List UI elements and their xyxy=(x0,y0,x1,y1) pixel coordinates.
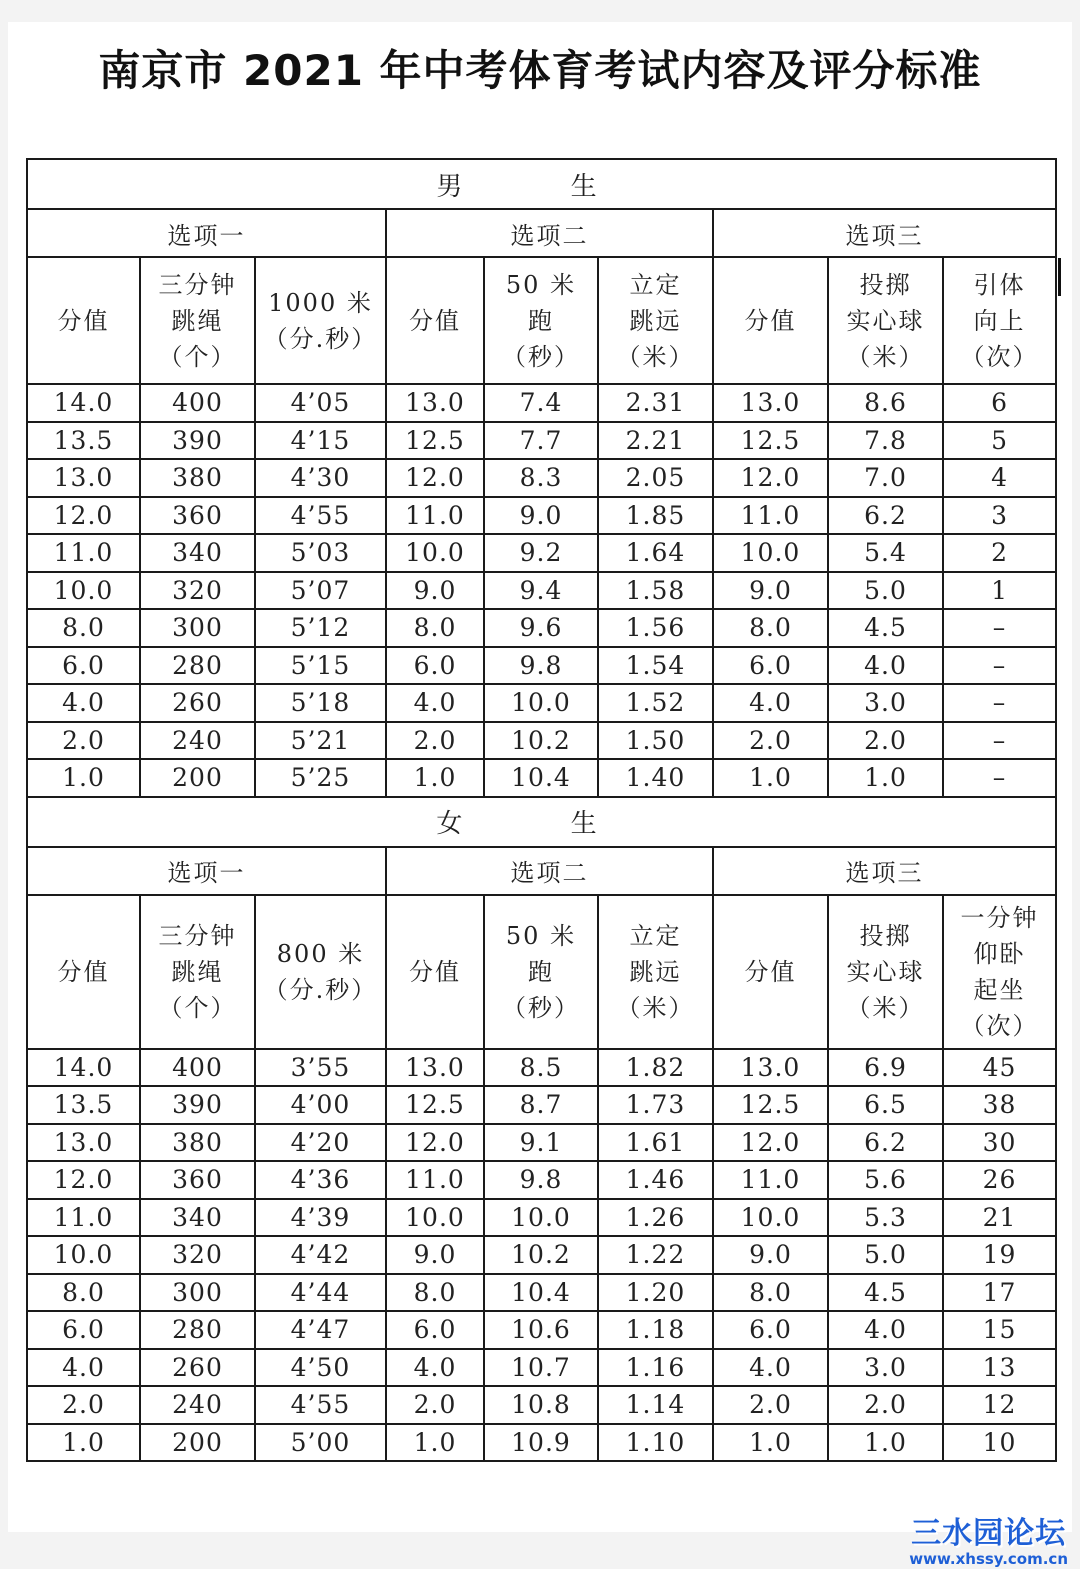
table-cell: 12.0 xyxy=(27,1161,140,1199)
table-cell: 10.9 xyxy=(484,1424,598,1462)
table-cell: 6.0 xyxy=(27,1311,140,1349)
table-cell: 13.0 xyxy=(27,459,140,497)
column-header: 三分钟 跳绳 （个） xyxy=(140,895,255,1049)
table-cell: 1.0 xyxy=(713,1424,828,1462)
table-cell: 10.6 xyxy=(484,1311,598,1349)
table-cell: 13.0 xyxy=(386,1049,484,1087)
table-cell: 12.0 xyxy=(27,497,140,535)
table-cell: 1.50 xyxy=(598,722,713,760)
table-cell: 4’20 xyxy=(255,1124,386,1162)
table-row xyxy=(27,1311,1056,1349)
table-cell: 260 xyxy=(140,1349,255,1387)
table-cell: 5.3 xyxy=(828,1199,943,1237)
table-cell: 6.2 xyxy=(828,1124,943,1162)
male-option-2: 选项二 xyxy=(386,209,713,257)
male-option-3: 选项三 xyxy=(713,209,1056,257)
table-cell: 1.18 xyxy=(598,1311,713,1349)
table-row xyxy=(27,1386,1056,1424)
table-cell: 4’00 xyxy=(255,1086,386,1124)
table-cell: 8.0 xyxy=(713,1274,828,1312)
column-header: 投掷 实心球 （米） xyxy=(828,895,943,1049)
table-row xyxy=(27,684,1056,722)
table-cell: 8.3 xyxy=(484,459,598,497)
table-cell: 9.0 xyxy=(386,1236,484,1274)
table-cell: 4.5 xyxy=(828,609,943,647)
table-cell: – xyxy=(943,647,1056,685)
table-cell: 390 xyxy=(140,422,255,460)
table-cell: 2.05 xyxy=(598,459,713,497)
table-cell: 1.14 xyxy=(598,1386,713,1424)
table-cell: 1.0 xyxy=(828,1424,943,1462)
table-cell: 4’39 xyxy=(255,1199,386,1237)
table-cell: 4’55 xyxy=(255,1386,386,1424)
table-cell: 6.0 xyxy=(386,1311,484,1349)
table-cell: 9.8 xyxy=(484,647,598,685)
table-cell: 1.0 xyxy=(386,759,484,797)
table-cell: 7.0 xyxy=(828,459,943,497)
table-row xyxy=(27,1274,1056,1312)
table-cell: 1.0 xyxy=(713,759,828,797)
table-cell: 10.0 xyxy=(386,1199,484,1237)
table-cell: 300 xyxy=(140,609,255,647)
table-row xyxy=(27,384,1056,422)
table-row xyxy=(27,722,1056,760)
table-cell: 8.7 xyxy=(484,1086,598,1124)
table-cell: 240 xyxy=(140,722,255,760)
column-header: 800 米 （分.秒） xyxy=(255,895,386,1049)
table-cell: 400 xyxy=(140,384,255,422)
table-cell: 7.7 xyxy=(484,422,598,460)
table-cell: 3.0 xyxy=(828,684,943,722)
table-cell: 9.0 xyxy=(484,497,598,535)
table-cell: 1.56 xyxy=(598,609,713,647)
table-cell: 2.0 xyxy=(386,1386,484,1424)
table-cell: 4’36 xyxy=(255,1161,386,1199)
table-cell: 1.10 xyxy=(598,1424,713,1462)
table-cell: 21 xyxy=(943,1199,1056,1237)
table-cell: 10.4 xyxy=(484,759,598,797)
table-cell: 17 xyxy=(943,1274,1056,1312)
table-row xyxy=(27,497,1056,535)
table-cell: 12.5 xyxy=(386,1086,484,1124)
table-cell: 6.5 xyxy=(828,1086,943,1124)
column-header: 50 米 跑 （秒） xyxy=(484,257,598,384)
table-row xyxy=(27,1086,1056,1124)
table-cell: 11.0 xyxy=(27,534,140,572)
table-cell: 5’03 xyxy=(255,534,386,572)
table-cell: 1.0 xyxy=(27,1424,140,1462)
table-cell: 10.0 xyxy=(27,572,140,610)
table-cell: 10.4 xyxy=(484,1274,598,1312)
table-cell: 6 xyxy=(943,384,1056,422)
column-header: 三分钟 跳绳 （个） xyxy=(140,257,255,384)
table-cell: 4.5 xyxy=(828,1274,943,1312)
female-option-1: 选项一 xyxy=(27,847,386,895)
table-cell: 12.0 xyxy=(386,1124,484,1162)
table-cell: 1.22 xyxy=(598,1236,713,1274)
table-row xyxy=(27,609,1056,647)
table-cell: 11.0 xyxy=(713,1161,828,1199)
table-cell: 10.7 xyxy=(484,1349,598,1387)
table-cell: 240 xyxy=(140,1386,255,1424)
table-cell: 13 xyxy=(943,1349,1056,1387)
table-cell: 2.0 xyxy=(713,722,828,760)
table-row xyxy=(27,1424,1056,1462)
table-cell: 9.6 xyxy=(484,609,598,647)
table-cell: 4’15 xyxy=(255,422,386,460)
table-cell: 6.0 xyxy=(386,647,484,685)
table-cell: 4.0 xyxy=(713,1349,828,1387)
table-cell: 13.0 xyxy=(386,384,484,422)
male-header-row xyxy=(27,257,1056,384)
table-cell: 7.4 xyxy=(484,384,598,422)
table-cell: 2 xyxy=(943,534,1056,572)
male-section-row xyxy=(27,159,1056,209)
table-cell: – xyxy=(943,609,1056,647)
table-cell: 10.8 xyxy=(484,1386,598,1424)
female-option-3: 选项三 xyxy=(713,847,1056,895)
table-cell: 13.5 xyxy=(27,422,140,460)
table-cell: 4’42 xyxy=(255,1236,386,1274)
table-cell: – xyxy=(943,722,1056,760)
table-cell: 1 xyxy=(943,572,1056,610)
table-cell: 12.5 xyxy=(713,422,828,460)
table-cell: 14.0 xyxy=(27,1049,140,1087)
table-cell: 7.8 xyxy=(828,422,943,460)
table-cell: 1.0 xyxy=(828,759,943,797)
table-cell: 12.0 xyxy=(713,1124,828,1162)
table-cell: 2.0 xyxy=(386,722,484,760)
table-cell: 1.58 xyxy=(598,572,713,610)
table-cell: 11.0 xyxy=(713,497,828,535)
table-cell: 10.0 xyxy=(713,1199,828,1237)
table-cell: 6.0 xyxy=(713,647,828,685)
female-option-row xyxy=(27,847,1056,895)
table-cell: 1.0 xyxy=(386,1424,484,1462)
table-cell: 1.54 xyxy=(598,647,713,685)
table-cell: 19 xyxy=(943,1236,1056,1274)
table-cell: 2.31 xyxy=(598,384,713,422)
table-cell: 13.0 xyxy=(27,1124,140,1162)
female-header-row xyxy=(27,895,1056,1049)
table-cell: 4.0 xyxy=(27,1349,140,1387)
table-cell: 360 xyxy=(140,1161,255,1199)
table-cell: 400 xyxy=(140,1049,255,1087)
column-header: 分值 xyxy=(386,257,484,384)
female-section-title: 女 生 xyxy=(27,797,1056,847)
table-row xyxy=(27,1236,1056,1274)
table-cell: 13.0 xyxy=(713,384,828,422)
watermark xyxy=(909,1508,1068,1568)
table-cell: 280 xyxy=(140,1311,255,1349)
table-cell: 4.0 xyxy=(713,684,828,722)
table-cell: 11.0 xyxy=(27,1199,140,1237)
scoring-table xyxy=(26,158,1057,1462)
table-row xyxy=(27,1349,1056,1387)
table-cell: 5’07 xyxy=(255,572,386,610)
table-cell: 9.2 xyxy=(484,534,598,572)
table-cell: 4.0 xyxy=(27,684,140,722)
table-cell: 1.64 xyxy=(598,534,713,572)
table-cell: 8.0 xyxy=(27,1274,140,1312)
female-section-row xyxy=(27,797,1056,847)
table-row xyxy=(27,647,1056,685)
table-cell: 300 xyxy=(140,1274,255,1312)
table-cell: 3 xyxy=(943,497,1056,535)
table-cell: 380 xyxy=(140,1124,255,1162)
table-cell: – xyxy=(943,684,1056,722)
table-cell: 2.0 xyxy=(27,722,140,760)
table-cell: 5.0 xyxy=(828,1236,943,1274)
table-cell: 390 xyxy=(140,1086,255,1124)
table-cell: 200 xyxy=(140,759,255,797)
table-cell: 200 xyxy=(140,1424,255,1462)
table-cell: 4’05 xyxy=(255,384,386,422)
page-title: 南京市 2021 年中考体育考试内容及评分标准 xyxy=(98,46,982,95)
table-cell: 360 xyxy=(140,497,255,535)
table-row xyxy=(27,534,1056,572)
table-cell: 1.85 xyxy=(598,497,713,535)
table-cell: 5’12 xyxy=(255,609,386,647)
table-cell: 4’47 xyxy=(255,1311,386,1349)
column-header: 分值 xyxy=(713,895,828,1049)
male-option-1: 选项一 xyxy=(27,209,386,257)
female-option-2: 选项二 xyxy=(386,847,713,895)
table-cell: 9.0 xyxy=(713,1236,828,1274)
column-header: 分值 xyxy=(386,895,484,1049)
table-cell: 10.2 xyxy=(484,722,598,760)
table-cell: 2.0 xyxy=(828,722,943,760)
table-cell: 9.0 xyxy=(386,572,484,610)
table-row xyxy=(27,1161,1056,1199)
table-cell: 340 xyxy=(140,534,255,572)
table-cell: 5.0 xyxy=(828,572,943,610)
table-cell: 8.0 xyxy=(386,609,484,647)
column-header: 分值 xyxy=(27,895,140,1049)
table-cell: 4.0 xyxy=(828,1311,943,1349)
table-cell: 4’55 xyxy=(255,497,386,535)
table-cell: 5’18 xyxy=(255,684,386,722)
table-cell: 1.40 xyxy=(598,759,713,797)
table-cell: 3’55 xyxy=(255,1049,386,1087)
table-row xyxy=(27,422,1056,460)
table-cell: 9.8 xyxy=(484,1161,598,1199)
male-option-row xyxy=(27,209,1056,257)
column-header: 投掷 实心球 （米） xyxy=(828,257,943,384)
table-cell: 9.1 xyxy=(484,1124,598,1162)
text-cursor xyxy=(1058,258,1061,296)
table-cell: 1.52 xyxy=(598,684,713,722)
table-cell: 2.0 xyxy=(27,1386,140,1424)
table-cell: 5’15 xyxy=(255,647,386,685)
column-header: 分值 xyxy=(27,257,140,384)
table-cell: 4’50 xyxy=(255,1349,386,1387)
table-cell: 6.2 xyxy=(828,497,943,535)
table-cell: 4’44 xyxy=(255,1274,386,1312)
column-header: 分值 xyxy=(713,257,828,384)
table-cell: 8.0 xyxy=(386,1274,484,1312)
table-cell: 8.6 xyxy=(828,384,943,422)
table-cell: 5’00 xyxy=(255,1424,386,1462)
column-header: 立定 跳远 （米） xyxy=(598,895,713,1049)
table-cell: 6.0 xyxy=(27,647,140,685)
table-cell: 10.0 xyxy=(484,684,598,722)
table-cell: 280 xyxy=(140,647,255,685)
table-cell: 13.0 xyxy=(713,1049,828,1087)
table-cell: 11.0 xyxy=(386,1161,484,1199)
male-section-title: 男 生 xyxy=(27,159,1056,209)
table-cell: – xyxy=(943,759,1056,797)
table-cell: 45 xyxy=(943,1049,1056,1087)
table-cell: 13.5 xyxy=(27,1086,140,1124)
table-cell: 320 xyxy=(140,1236,255,1274)
table-cell: 15 xyxy=(943,1311,1056,1349)
table-cell: 6.9 xyxy=(828,1049,943,1087)
table-cell: 10.0 xyxy=(386,534,484,572)
table-cell: 3.0 xyxy=(828,1349,943,1387)
table-cell: 2.0 xyxy=(828,1386,943,1424)
table-cell: 26 xyxy=(943,1161,1056,1199)
table-row xyxy=(27,459,1056,497)
table-cell: 8.0 xyxy=(27,609,140,647)
column-header: 一分钟 仰卧 起坐 （次） xyxy=(943,895,1056,1049)
table-cell: 10.0 xyxy=(484,1199,598,1237)
table-cell: 1.46 xyxy=(598,1161,713,1199)
table-cell: 12.5 xyxy=(713,1086,828,1124)
table-cell: 4.0 xyxy=(386,1349,484,1387)
table-cell: 14.0 xyxy=(27,384,140,422)
table-cell: 9.4 xyxy=(484,572,598,610)
table-cell: 8.0 xyxy=(713,609,828,647)
table-cell: 10 xyxy=(943,1424,1056,1462)
column-header: 1000 米 （分.秒） xyxy=(255,257,386,384)
table-cell: 9.0 xyxy=(713,572,828,610)
table-cell: 5.6 xyxy=(828,1161,943,1199)
table-cell: 2.0 xyxy=(713,1386,828,1424)
table-cell: 4’30 xyxy=(255,459,386,497)
table-cell: 1.73 xyxy=(598,1086,713,1124)
table-cell: 10.0 xyxy=(27,1236,140,1274)
watermark-url: www.xhssy.com.cn xyxy=(909,1550,1068,1568)
table-cell: 260 xyxy=(140,684,255,722)
table-cell: 12.0 xyxy=(713,459,828,497)
watermark-logo: 三水园论坛 xyxy=(911,1516,1067,1551)
column-header: 50 米 跑 （秒） xyxy=(484,895,598,1049)
table-cell: 12.5 xyxy=(386,422,484,460)
table-cell: 12.0 xyxy=(386,459,484,497)
table-cell: 320 xyxy=(140,572,255,610)
table-cell: 1.0 xyxy=(27,759,140,797)
table-cell: 8.5 xyxy=(484,1049,598,1087)
table-cell: 1.61 xyxy=(598,1124,713,1162)
table-cell: 5’25 xyxy=(255,759,386,797)
table-row xyxy=(27,1124,1056,1162)
table-row xyxy=(27,759,1056,797)
table-cell: 380 xyxy=(140,459,255,497)
column-header: 立定 跳远 （米） xyxy=(598,257,713,384)
table-cell: 12 xyxy=(943,1386,1056,1424)
table-cell: 5.4 xyxy=(828,534,943,572)
table-cell: 10.0 xyxy=(713,534,828,572)
table-row xyxy=(27,1049,1056,1087)
column-header: 引体 向上 （次） xyxy=(943,257,1056,384)
table-cell: 30 xyxy=(943,1124,1056,1162)
table-row xyxy=(27,572,1056,610)
table-cell: 4.0 xyxy=(828,647,943,685)
table-cell: 11.0 xyxy=(386,497,484,535)
table-cell: 5 xyxy=(943,422,1056,460)
table-cell: 340 xyxy=(140,1199,255,1237)
table-cell: 1.26 xyxy=(598,1199,713,1237)
table-cell: 6.0 xyxy=(713,1311,828,1349)
table-cell: 1.20 xyxy=(598,1274,713,1312)
table-cell: 1.82 xyxy=(598,1049,713,1087)
table-cell: 5’21 xyxy=(255,722,386,760)
table-cell: 4 xyxy=(943,459,1056,497)
table-cell: 1.16 xyxy=(598,1349,713,1387)
table-cell: 4.0 xyxy=(386,684,484,722)
table-cell: 10.2 xyxy=(484,1236,598,1274)
table-cell: 38 xyxy=(943,1086,1056,1124)
table-cell: 2.21 xyxy=(598,422,713,460)
table-row xyxy=(27,1199,1056,1237)
